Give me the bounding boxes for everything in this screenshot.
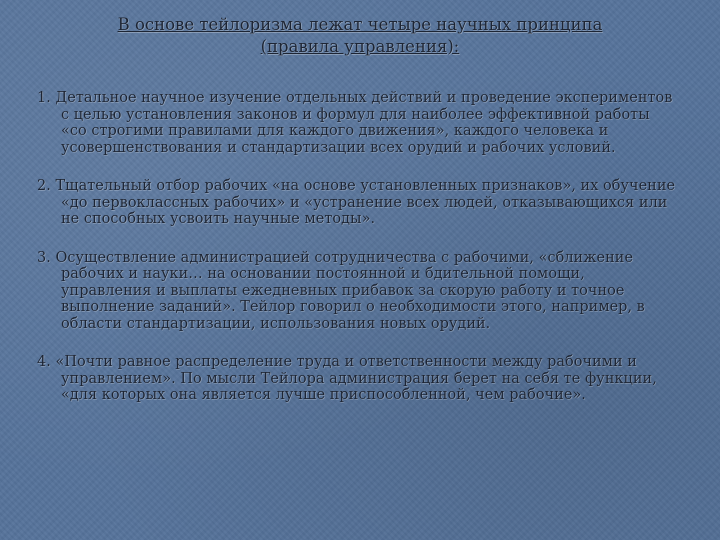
principle-number: 4. — [37, 354, 56, 370]
principle-text: Детальное научное изучение отдельных действий и проведение экспериментов с целью установления законов и формул для наиболее эффективной работы «со строгими правилами для каждого движения», каждого человека и усовершенствования и стандартизации всех орудий и рабочих условий. — [55, 90, 673, 156]
principle-text: Осуществление администрацией сотрудничества с рабочими, «сближение рабочих и науки… на основании постоянной и бдительной помощи, управления и выплаты ежедневных прибавок за скорую работу и точное выполнение заданий». Тейлор говорил о необходимости этого, например, в области стандартизации, использования новых орудий. — [55, 249, 645, 332]
principles-list — [37, 90, 677, 426]
principle-item-3 — [37, 250, 677, 333]
principle-number: 2. — [37, 178, 56, 194]
principle-item-4 — [37, 354, 677, 404]
slide-title — [40, 14, 680, 58]
title-line-1: В основе тейлоризма лежат четыре научных принципа — [117, 15, 603, 34]
principle-item-1 — [37, 90, 677, 156]
principle-text: Тщательный отбор рабочих «на основе установленных признаков», их обучение «до первоклассных рабочих» и «устранение всех людей, отказывающихся или не способных усвоить научные методы». — [55, 178, 676, 227]
title-line-2: (правила управления): — [260, 37, 460, 56]
principle-item-2 — [37, 178, 677, 228]
principle-number: 3. — [37, 249, 56, 266]
principle-number: 1. — [37, 90, 56, 106]
principle-text: «Почти равное распределение труда и ответственности между рабочими и управлением». По мысли Тейлора администрация берет на себя те функции, «для которых она является лучше приспособленной, чем рабочие». — [55, 354, 657, 403]
